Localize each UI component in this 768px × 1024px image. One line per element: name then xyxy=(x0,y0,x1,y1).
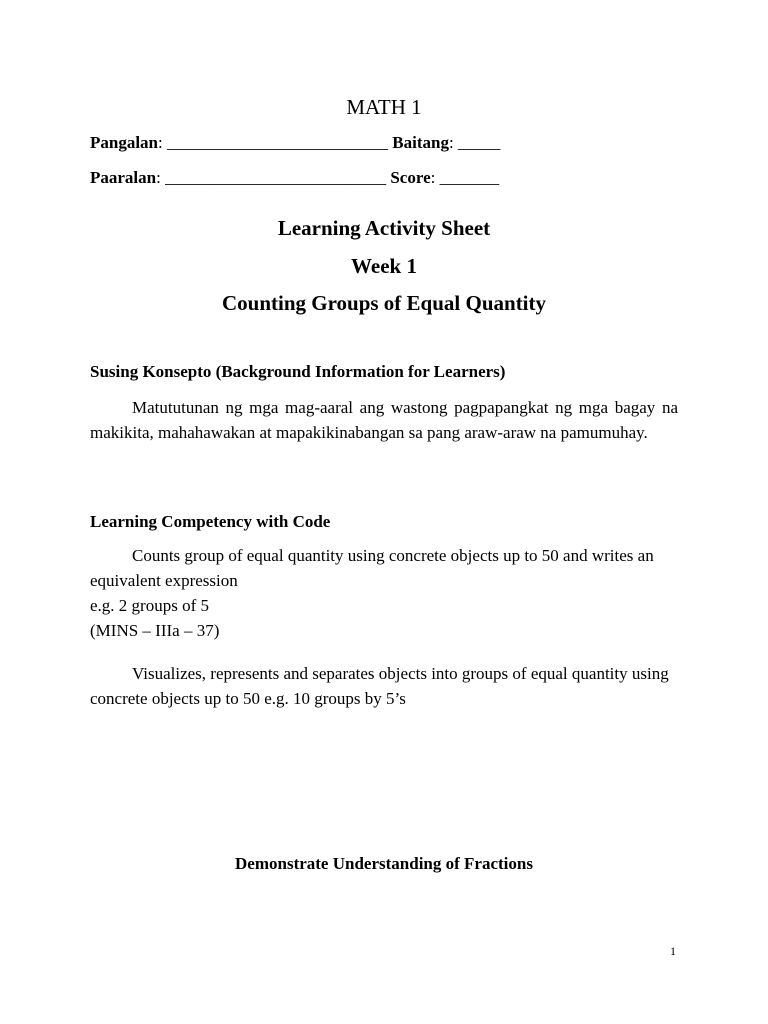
school-label: Paaralan xyxy=(90,168,157,187)
name-label: Pangalan xyxy=(90,133,159,152)
competency-item-2: Visualizes, represents and separates objects into groups of equal quantity using concrete objects up to 50 e.g. 10 groups by 5’s xyxy=(90,664,669,708)
school-score-line xyxy=(90,168,499,188)
page-number: 1 xyxy=(670,944,676,958)
competency-item-1-text: Counts group of equal quantity using concrete objects up to 50 and writes an equivalent expression xyxy=(90,546,654,590)
competency-heading: Learning Competency with Code xyxy=(90,512,331,531)
topic-title: Counting Groups of Equal Quantity xyxy=(221,291,547,315)
sheet-title: Learning Activity Sheet xyxy=(277,216,491,240)
competency-item-1-code: (MINS – IIIa – 37) xyxy=(90,621,220,640)
week-title: Week 1 xyxy=(351,254,417,278)
grade-label: Baitang xyxy=(392,133,449,152)
subject-title: MATH 1 xyxy=(346,95,422,119)
score-label: Score xyxy=(390,168,431,187)
key-concept-paragraph: Matututunan ng mga mag-aaral ang wastong pagpapangkat ng mga bagay na makikita, mahahawakan at mapakikinabangan sa pang araw-araw na pamumuhay. xyxy=(90,398,678,442)
school-blank: : __________________________ xyxy=(156,168,387,187)
score-blank: : _______ xyxy=(430,168,500,187)
competency-item-1-example: e.g. 2 groups of 5 xyxy=(90,596,209,615)
key-concept-heading: Susing Konsepto (Background Information for Learners) xyxy=(90,362,506,381)
grade-blank: : _____ xyxy=(448,133,501,152)
name-blank: : __________________________ xyxy=(158,133,389,152)
competency-item-1 xyxy=(90,543,678,643)
name-grade-line xyxy=(90,133,500,153)
fractions-heading: Demonstrate Understanding of Fractions xyxy=(235,854,533,873)
